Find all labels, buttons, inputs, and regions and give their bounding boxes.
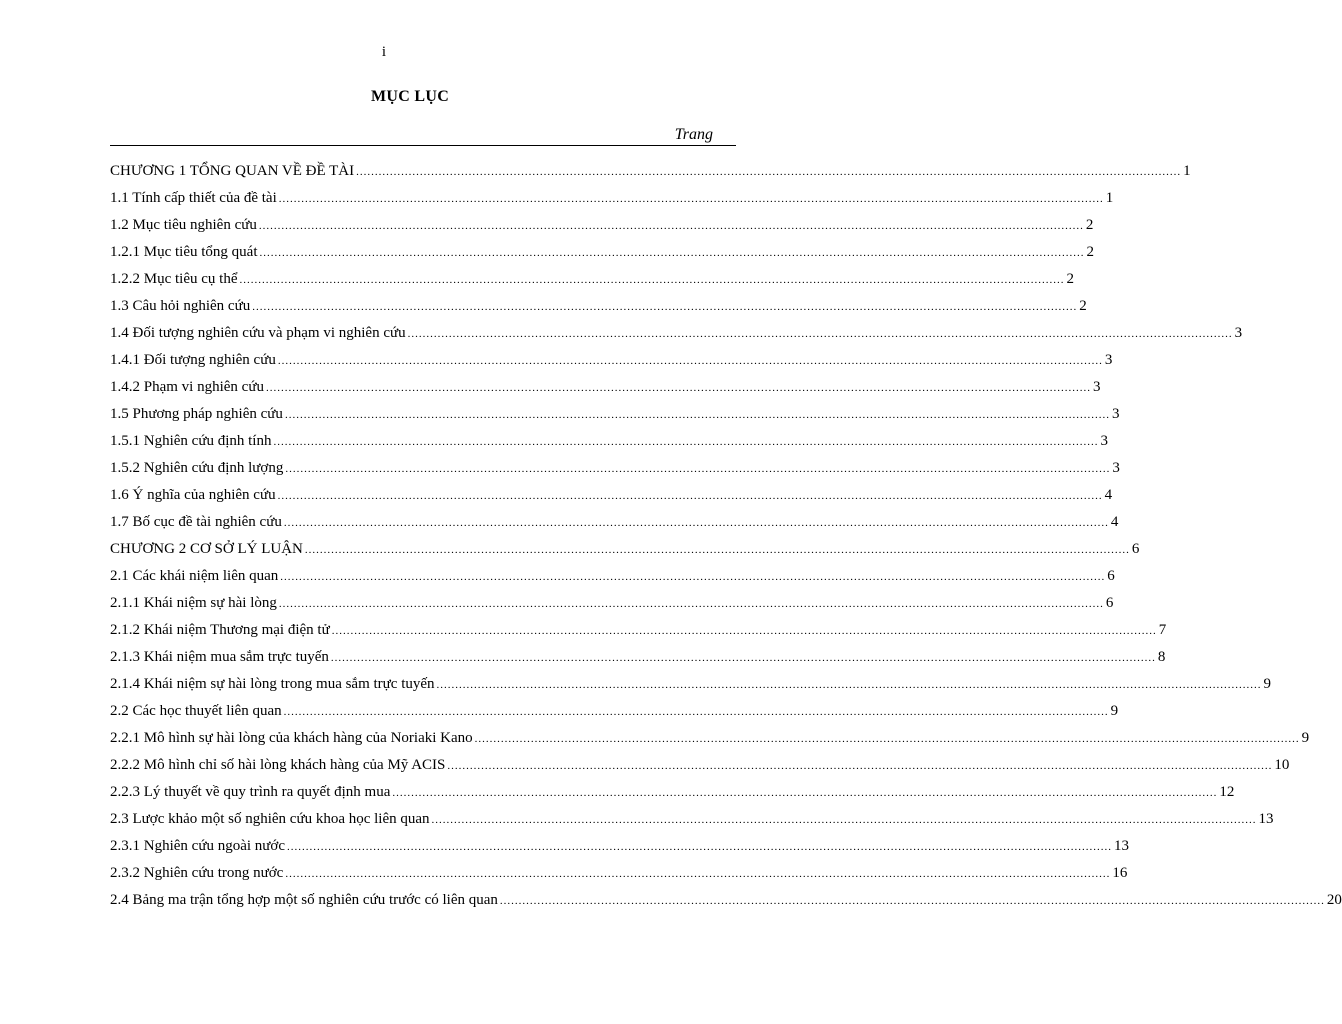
dot-leader: ............................................................................................................................................................................................................................ xyxy=(259,247,1085,259)
toc-entry-page: 9 xyxy=(1301,730,1310,746)
toc-entry[interactable] xyxy=(110,266,1074,293)
toc-entry-page: 12 xyxy=(1219,784,1235,800)
toc-entry-page: 4 xyxy=(1110,514,1119,530)
toc-entry-title: 2.2 Các học thuyết liên quan xyxy=(110,703,282,719)
toc-entry[interactable] xyxy=(110,806,1274,833)
toc-entry[interactable] xyxy=(110,185,1114,212)
toc-entry-page: 2 xyxy=(1086,244,1094,260)
dot-leader: ............................................................................................................................................................................................................................ xyxy=(280,571,1106,583)
page-column-label: Trang xyxy=(674,126,713,143)
toc-entry[interactable] xyxy=(110,536,1140,563)
toc-entry-title: 2.2.3 Lý thuyết về quy trình ra quyết định mua xyxy=(110,784,391,800)
dot-leader: ............................................................................................................................................................................................................................ xyxy=(258,220,1084,232)
dot-leader: ............................................................................................................................................................................................................................ xyxy=(499,895,1325,907)
dot-leader: ............................................................................................................................................................................................................................ xyxy=(356,166,1182,178)
dot-leader: ............................................................................................................................................................................................................................ xyxy=(474,733,1300,745)
toc-entry[interactable] xyxy=(110,212,1094,239)
toc-entry-page: 1 xyxy=(1183,163,1191,179)
toc-entry-page: 3 xyxy=(1104,352,1113,368)
toc-entry-title: 1.1 Tính cấp thiết của đề tài xyxy=(110,190,277,206)
dot-leader: ............................................................................................................................................................................................................................ xyxy=(447,760,1273,772)
toc-entry-page: 6 xyxy=(1105,595,1114,611)
toc-entry-title: 1.4.2 Phạm vi nghiên cứu xyxy=(110,379,264,395)
toc-entry-page: 2 xyxy=(1085,217,1094,233)
toc-entry[interactable] xyxy=(110,833,1129,860)
dot-leader: ............................................................................................................................................................................................................................ xyxy=(284,409,1110,421)
dot-leader: ............................................................................................................................................................................................................................ xyxy=(407,328,1233,340)
toc-entry-page: 3 xyxy=(1100,433,1108,449)
toc-entry-title: 1.2.1 Mục tiêu tổng quát xyxy=(110,244,258,260)
toc-entry-page: 6 xyxy=(1107,568,1115,584)
toc-entry-title: 2.4 Bảng ma trận tổng hợp một số nghiên cứu trước có liên quan xyxy=(110,892,498,908)
dot-leader: ............................................................................................................................................................................................................................ xyxy=(278,193,1104,205)
toc-entry[interactable] xyxy=(110,158,1191,185)
dot-leader: ............................................................................................................................................................................................................................ xyxy=(285,868,1111,880)
toc-entry-title: 2.1.2 Khái niệm Thương mại điện tử xyxy=(110,622,330,638)
dot-leader: ............................................................................................................................................................................................................................ xyxy=(285,463,1111,475)
dot-leader: ............................................................................................................................................................................................................................ xyxy=(239,274,1065,286)
toc-entry-page: 2 xyxy=(1079,298,1087,314)
dot-leader: ............................................................................................................................................................................................................................ xyxy=(287,841,1112,853)
toc-entry[interactable] xyxy=(110,563,1115,590)
toc-entry-title: 2.1.4 Khái niệm sự hài lòng trong mua sắm trực tuyến xyxy=(110,676,435,692)
toc-entry-title: 1.7 Bố cục đề tài nghiên cứu xyxy=(110,514,282,530)
toc-entry[interactable] xyxy=(110,590,1114,617)
dot-leader: ............................................................................................................................................................................................................................ xyxy=(265,382,1091,394)
toc-entry-page: 7 xyxy=(1158,622,1167,638)
toc-entry-page: 4 xyxy=(1104,487,1113,503)
toc-entry[interactable] xyxy=(110,860,1128,887)
toc-entry-title: 1.2.2 Mục tiêu cụ thể xyxy=(110,271,238,287)
toc-entry-title: 1.4 Đối tượng nghiên cứu và phạm vi nghiên cứu xyxy=(110,325,406,341)
toc-entry-page: 13 xyxy=(1114,838,1129,854)
toc-entry[interactable] xyxy=(110,428,1108,455)
dot-leader: ............................................................................................................................................................................................................................ xyxy=(278,598,1104,610)
toc-entry-page: 8 xyxy=(1157,649,1166,665)
toc-entry[interactable] xyxy=(110,617,1167,644)
toc-entry-title: 2.3 Lược khảo một số nghiên cứu khoa học liên quan xyxy=(110,811,430,827)
toc-entry-page: 20 xyxy=(1326,892,1342,908)
toc-entry-page: 2 xyxy=(1066,271,1074,287)
toc-entry[interactable] xyxy=(110,320,1243,347)
toc-entry-title: 2.3.2 Nghiên cứu trong nước xyxy=(110,865,284,881)
toc-entry[interactable] xyxy=(110,401,1120,428)
toc-entry-title: 2.2.1 Mô hình sự hài lòng của khách hàng của Noriaki Kano xyxy=(110,730,473,746)
toc-entry[interactable] xyxy=(110,887,1342,914)
toc-entry[interactable] xyxy=(110,752,1290,779)
toc-entry[interactable] xyxy=(110,293,1087,320)
toc-entry[interactable] xyxy=(110,239,1094,266)
toc-entry-page: 3 xyxy=(1092,379,1101,395)
toc-entry-title: 1.5.2 Nghiên cứu định lượng xyxy=(110,460,284,476)
header-rule xyxy=(110,145,736,146)
toc-entry-title: 2.1 Các khái niệm liên quan xyxy=(110,568,279,584)
dot-leader: ............................................................................................................................................................................................................................ xyxy=(283,706,1109,718)
toc-entry[interactable] xyxy=(110,698,1119,725)
toc-entry[interactable] xyxy=(110,509,1119,536)
toc-entry-page: 16 xyxy=(1112,865,1128,881)
toc-entry-page: 3 xyxy=(1234,325,1243,341)
dot-leader: ............................................................................................................................................................................................................................ xyxy=(330,652,1156,664)
toc-entry[interactable] xyxy=(110,455,1120,482)
toc-entry-title: 2.1.3 Khái niệm mua sắm trực tuyến xyxy=(110,649,329,665)
toc-entry-page: 9 xyxy=(1263,676,1272,692)
toc-entry-page: 1 xyxy=(1105,190,1114,206)
toc-entry-title: 1.3 Câu hỏi nghiên cứu xyxy=(110,298,251,314)
toc-entry[interactable] xyxy=(110,374,1101,401)
toc-entry-title: 2.2.2 Mô hình chỉ số hài lòng khách hàng của Mỹ ACIS xyxy=(110,757,446,773)
toc-entry-page: 9 xyxy=(1110,703,1119,719)
toc-entry-page: 13 xyxy=(1258,811,1274,827)
toc-entry[interactable] xyxy=(110,671,1272,698)
toc-entry-title: 1.6 Ý nghĩa của nghiên cứu xyxy=(110,487,276,503)
dot-leader: ............................................................................................................................................................................................................................ xyxy=(273,436,1099,448)
dot-leader: ............................................................................................................................................................................................................................ xyxy=(431,814,1257,826)
toc-entry-page: 3 xyxy=(1111,406,1120,422)
toc-entry[interactable] xyxy=(110,482,1113,509)
toc-entry-title: 1.2 Mục tiêu nghiên cứu xyxy=(110,217,257,233)
toc-list xyxy=(110,158,1342,914)
toc-entry-title: 1.4.1 Đối tượng nghiên cứu xyxy=(110,352,276,368)
dot-leader: ............................................................................................................................................................................................................................ xyxy=(252,301,1078,313)
toc-entry-title: 1.5 Phương pháp nghiên cứu xyxy=(110,406,283,422)
toc-entry[interactable] xyxy=(110,644,1166,671)
toc-entry[interactable] xyxy=(110,725,1310,752)
toc-entry-title: 2.3.1 Nghiên cứu ngoài nước xyxy=(110,838,285,854)
dot-leader: ............................................................................................................................................................................................................................ xyxy=(277,490,1103,502)
toc-entry-page: 3 xyxy=(1112,460,1120,476)
dot-leader: ............................................................................................................................................................................................................................ xyxy=(331,625,1157,637)
dot-leader: ............................................................................................................................................................................................................................ xyxy=(436,679,1262,691)
toc-entry-title: CHƯƠNG 2 CƠ SỞ LÝ LUẬN xyxy=(110,541,303,557)
dot-leader: ............................................................................................................................................................................................................................ xyxy=(277,355,1103,367)
toc-entry[interactable] xyxy=(110,347,1113,374)
toc-entry-title: CHƯƠNG 1 TỔNG QUAN VỀ ĐỀ TÀI xyxy=(110,163,355,179)
toc-entry[interactable] xyxy=(110,779,1235,806)
dot-leader: ............................................................................................................................................................................................................................ xyxy=(304,544,1130,556)
page-number: i xyxy=(381,44,387,60)
dot-leader: ............................................................................................................................................................................................................................ xyxy=(392,787,1218,799)
toc-entry-page: 10 xyxy=(1274,757,1290,773)
toc-entry-title: 2.1.1 Khái niệm sự hài lòng xyxy=(110,595,277,611)
dot-leader: ............................................................................................................................................................................................................................ xyxy=(283,517,1109,529)
toc-title: MỤC LỤC xyxy=(370,88,450,105)
toc-entry-page: 6 xyxy=(1131,541,1140,557)
toc-entry-title: 1.5.1 Nghiên cứu định tính xyxy=(110,433,272,449)
